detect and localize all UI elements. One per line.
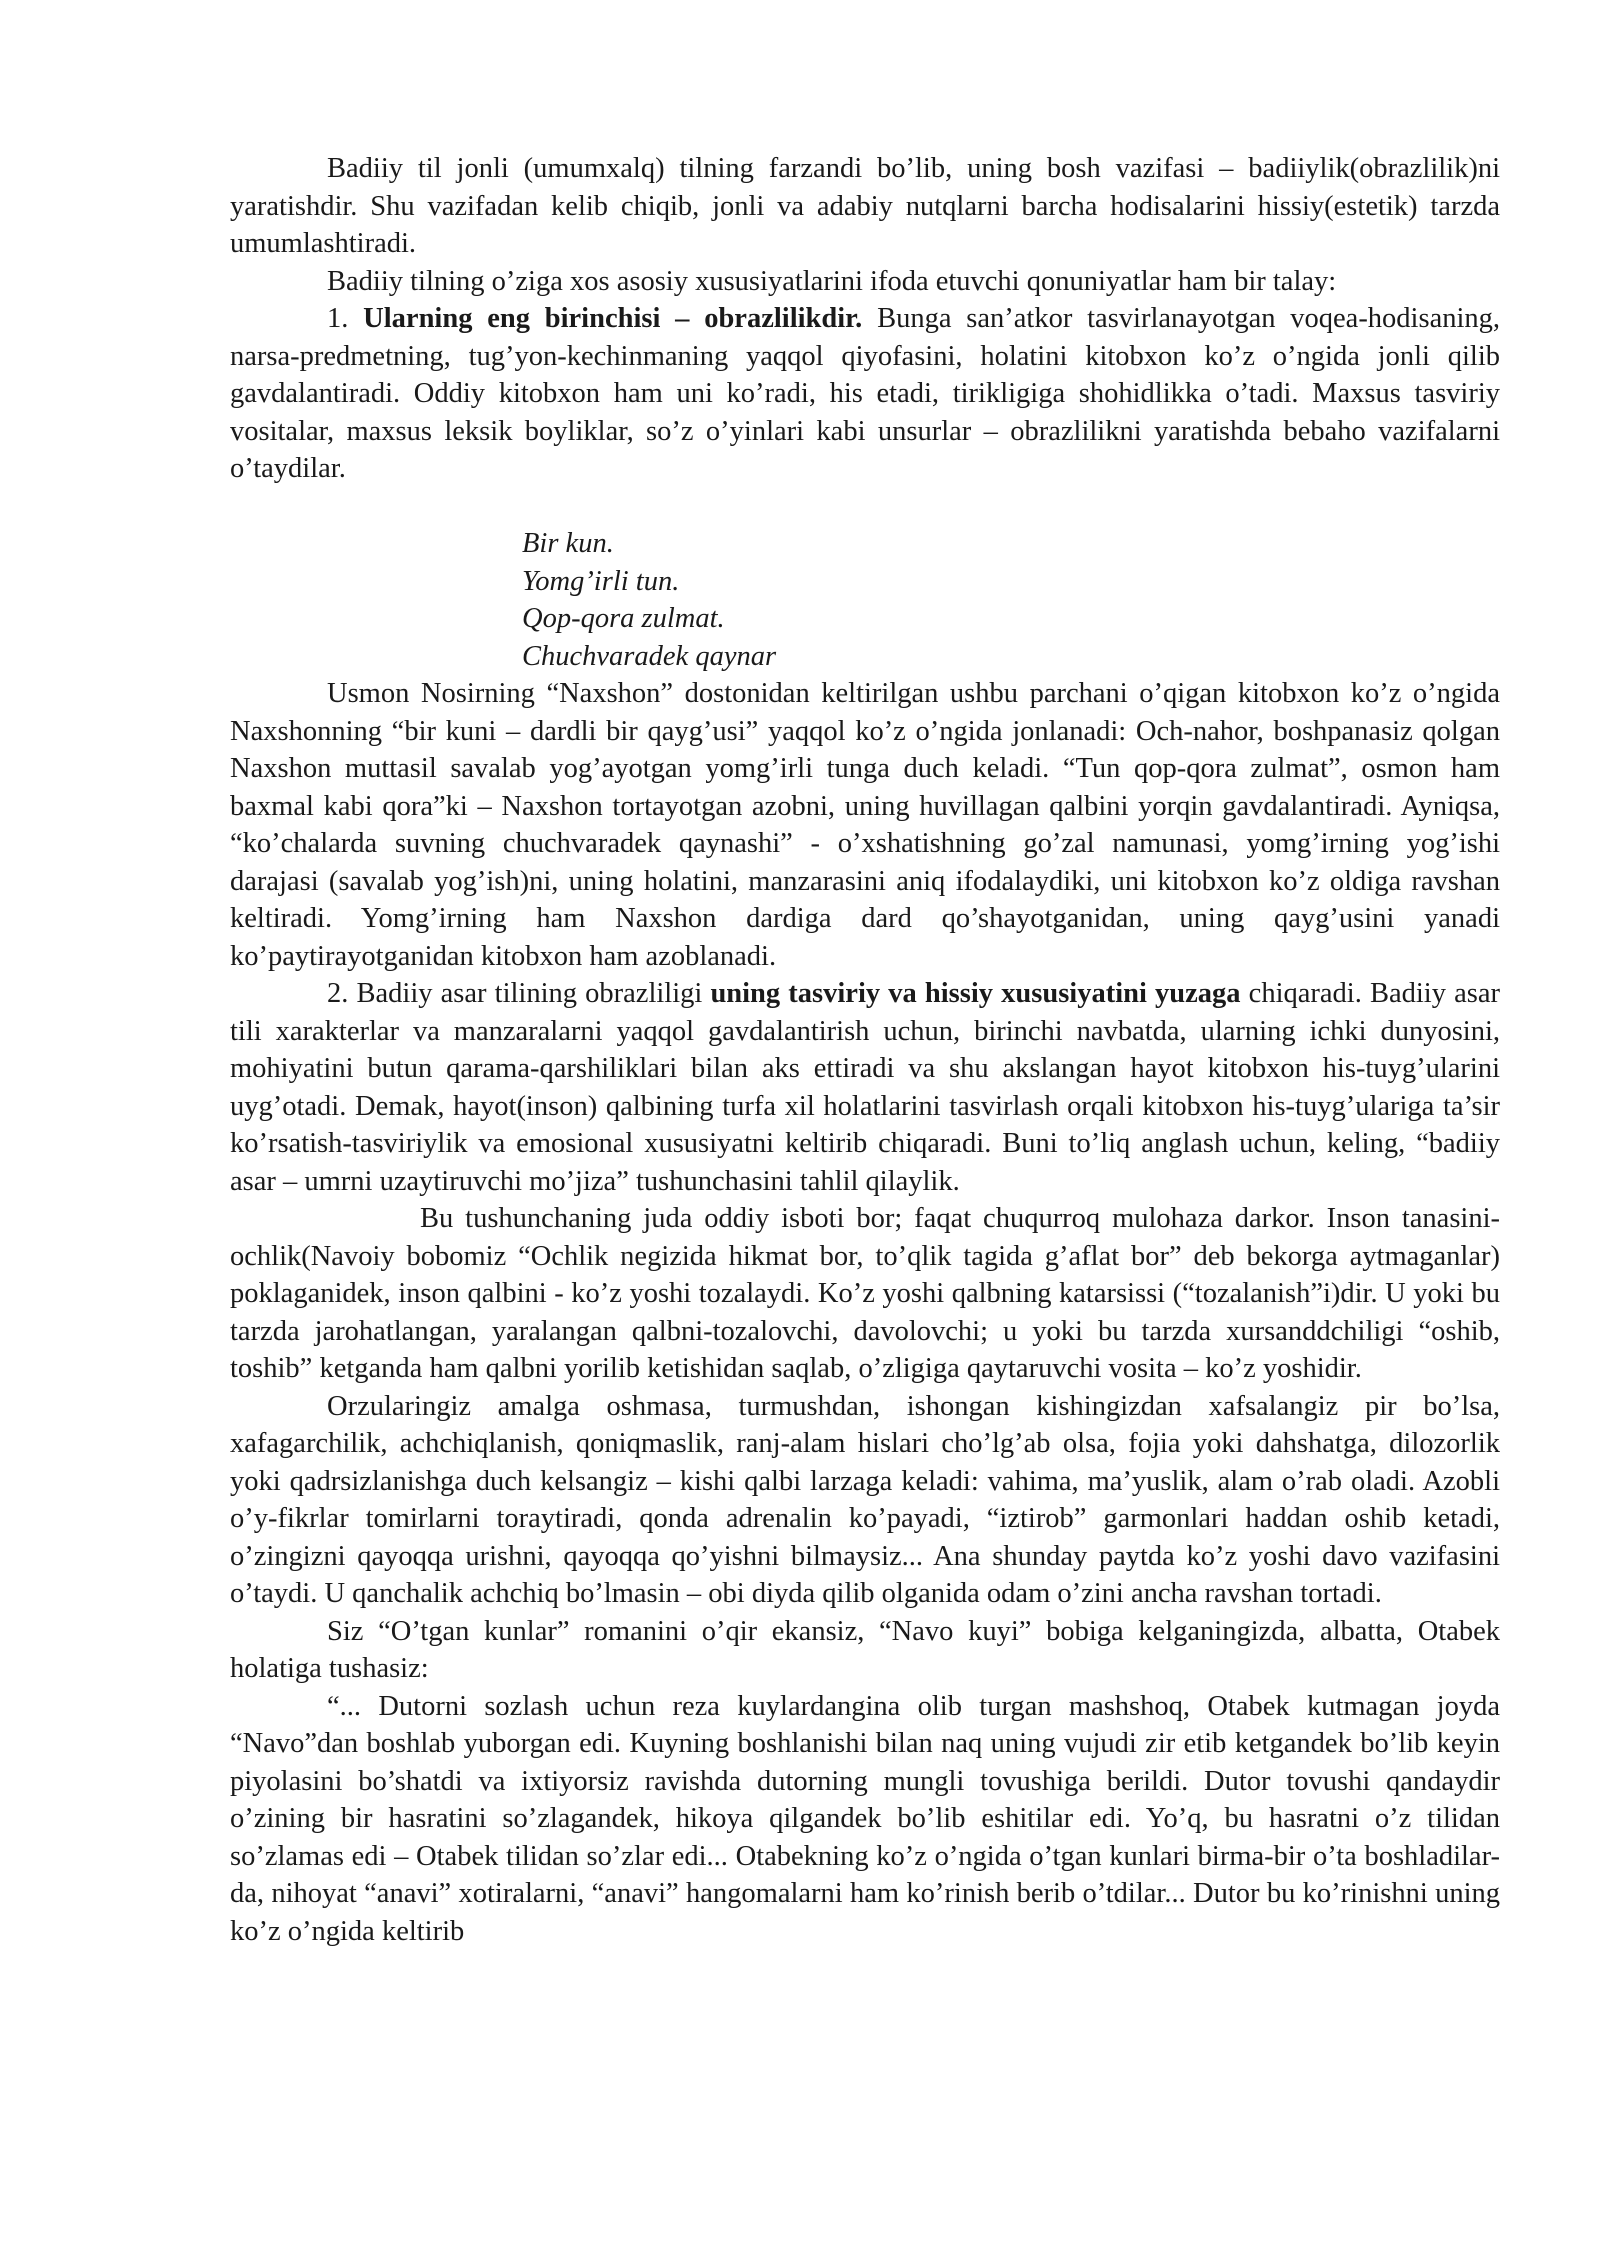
point-2-text: chiqaradi. Badiiy asar tili xarakterlar va manzaralarni yaqqol gavdalantirish uchun, birinchi navbatda, ularning ichki dunyosini, mohiyatini butun qarama-qarshiliklari bilan aks ettiradi va shu akslangan hayot kitobxon his-tuyg’ularini uyg’otadi. Demak, hayot(inson) qalbining turfa xil holatlarini tasvirlash orqali kitobxon his-tuyg’ulariga ta’sir ko’rsatish-tasviriylik va emosional xususiyatni keltirib chiqaradi. Buni to’liq anglash uchun, keling, “badiiy asar – umrni uzaytiruvchi mo’jiza” tushunchasini tahlil qilaylik. xyxy=(230,978,1500,1197)
paragraph-point-1 xyxy=(230,300,1500,488)
poem-line: Bir kun. xyxy=(522,528,614,559)
point-2-heading: uning tasviriy va hissiy xususiyatini yuzaga xyxy=(710,978,1241,1009)
paragraph-point-2 xyxy=(230,975,1500,1200)
paragraph-naxshon-analysis: Usmon Nosirning “Naxshon” dostonidan keltirilgan ushbu parchani o’qigan kitobxon ko’z o’ngida Naxshonning “bir kuni – dardli bir qayg’usi” yaqqol ko’z o’ngida jonlanadi: Och-nahor, boshpanasiz qolgan Naxshon muttasil savalab yog’ayotgan yomg’irli tunga duch keladi. “Tun qop-qora zulmat”, osmon ham baxmal kabi qora”ki – Naxshon tortayotgan azobni, uning huvillagan qalbini yorqin gavdalantiradi. Ayniqsa, “ko’chalarda suvning chuchvaradek qaynashi” - o’xshatishning go’zal namunasi, yomg’irning yog’ishi darajasi (savalab yog’ish)ni, uning holatini, manzarasini aniq ifodalaydiki, uni kitobxon ko’z oldiga ravshan keltiradi. Yomg’irning ham Naxshon dardiga dard qo’shayotganidan, uning qayg’usini yanadi ko’paytirayotganidan kitobxon ham azoblanadi. xyxy=(230,678,1500,972)
paragraph-features: Badiiy tilning o’ziga xos asosiy xususiyatlarini ifoda etuvchi qonuniyatlar ham bir talay: xyxy=(327,265,1337,297)
paragraph-dreams: Orzularingiz amalga oshmasa, turmushdan, ishongan kishingizdan xafsalangiz pir bo’lsa, xafagarchilik, achchiqlanish, qoniqmaslik, ranj-alam hislari cho’lg’ab olsa, fojia yoki dahshatga, dilozorlik yoki qadrsizlanishga duch kelsangiz – kishi qalbi larzaga keladi: vahima, ma’yuslik, alam o’rab oladi. Azobli o’y-fikrlar tomirlarni toraytiradi, qonda adrenalin ko’payadi, “iztirob” garmonlari haddan oshib ketadi, o’zingizni qayoqqa urishni, qayoqqa qo’yishni bilmaysiz... Ana shunday paytda ko’z yoshi davo vazifasini o’taydi. U qanchalik achchiq bo’lmasin – obi diyda qilib olganida odam o’zini ancha ravshan tortadi. xyxy=(230,1390,1500,1609)
document-page xyxy=(230,150,1500,1950)
poem-line: Chuchvaradek qaynar xyxy=(522,640,777,672)
point-1-text: Bunga san’atkor tasvirlanayotgan voqea-hodisaning, narsa-predmetning, tug’yon-kechinmaning yaqqol qiyofasini, holatini kitobxon ko’z o’ngida jonli qilib gavdalantiradi. Oddiy kitobxon ham uni ko’radi, his etadi, tirikligiga shohidlikka o’tadi. Maxsus tasviriy vositalar, maxsus leksik boyliklar, so’z o’yinlari kabi unsurlar – obrazlilikni yaratishda bebaho vazifalarni o’taydilar. xyxy=(230,303,1501,484)
paragraph-quote: “... Dutorni sozlash uchun reza kuylardangina olib turgan mashshoq, Otabek kutmagan joyda “Navo”dan boshlab yuborgan edi. Kuyning boshlanishi bilan naq uning vujudi zir etib ketgandek bo’lib keyin piyolasini bo’shatdi va ixtiyorsiz ravishda dutorning mungli tovushiga berildi. Dutor tovushi qandaydir o’zining bir hasratini so’zlagandek, hikoya qilgandek bo’lib eshitilar edi. Yo’q, bu hasratni o’z tilidan so’zlamas edi – Otabek tilidan so’zlar edi... Otabekning ko’z o’ngida o’tgan kunlari birma-bir o’ta boshladilar-da, nihoyat “anavi” xotiralarni, “anavi” hangomalarni ham ko’rinish berib o’tdilar... Dutor bu ko’rinishni uning ko’z o’ngida keltirib xyxy=(230,1690,1500,1947)
poem-line: Yomg’irli tun. xyxy=(522,565,680,597)
point-1-heading: Ularning eng birinchisi – obrazlilikdir. xyxy=(363,303,863,334)
point-2-text-start: 2. Badiiy asar tilining obrazliligi xyxy=(327,978,711,1009)
paragraph-intro: Badiiy til jonli (umumxalq) tilning farzandi bo’lib, uning bosh vazifasi – badiiylik(obrazlilik)ni yaratishdir. Shu vazifadan kelib chiqib, jonli va adabiy nutqlarni barcha hodisalarini hissiy(estetik) tarzda umumlashtiradi. xyxy=(230,153,1500,259)
poem-line: Qop-qora zulmat. xyxy=(522,603,725,634)
point-number: 1. xyxy=(327,303,364,334)
paragraph-otgan-kunlar: Siz “O’tgan kunlar” romanini o’qir ekansiz, “Navo kuyi” bobiga kelganingizda, albatta, Otabek holatiga tushasiz: xyxy=(230,1615,1500,1684)
poem-excerpt xyxy=(522,525,1500,675)
paragraph-tears-proof: Bu tushunchaning juda oddiy isboti bor; faqat chuqurroq mulohaza darkor. Inson tanasini-ochlik(Navoiy bobomiz “Ochlik negizida hikmat bor, to’qlik tagida g’aflat bor” deb bekorga aytmaganlar) poklaganidek, inson qalbini - ko’z yoshi tozalaydi. Ko’z yoshi qalbning katarsissi (“tozalanish”i)dir. U yoki bu tarzda jarohatlangan, yaralangan qalbni-tozalovchi, davolovchi; u yoki bu tarzda xursanddchiligi “oshib, toshib” ketganda ham qalbni yorilib ketishidan saqlab, o’zligiga qaytaruvchi vosita – ko’z yoshidir. xyxy=(230,1203,1500,1384)
